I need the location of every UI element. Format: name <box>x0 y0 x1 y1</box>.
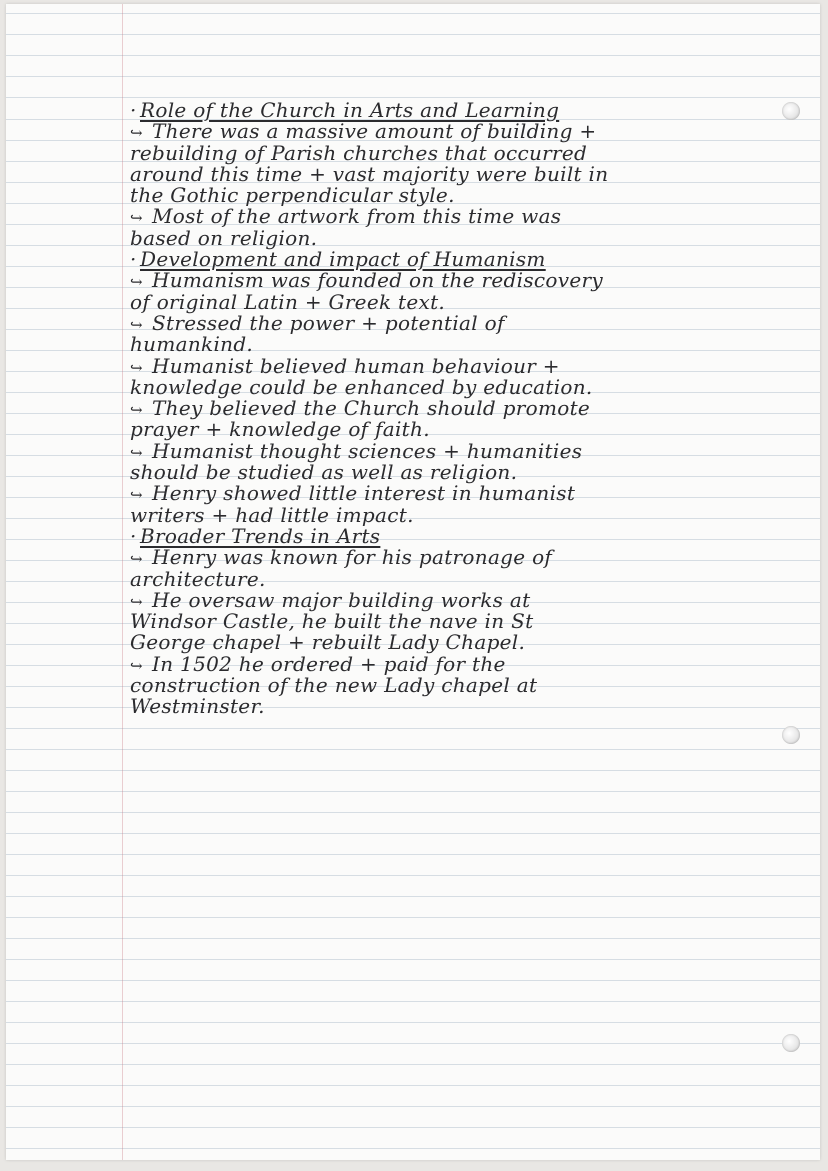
note-text: Henry showed little interest in humanist <box>152 481 576 506</box>
note-text: should be studied as well as religion. <box>130 460 518 485</box>
note-line <box>130 566 820 591</box>
note-line <box>130 502 820 527</box>
note-line <box>130 611 820 632</box>
arrow-icon: ↪ <box>130 486 143 505</box>
bullet-dot-icon: · <box>130 523 137 548</box>
arrow-icon: ↪ <box>130 358 143 377</box>
note-line <box>130 696 820 717</box>
note-line <box>130 334 820 355</box>
note-line <box>130 374 820 399</box>
note-line <box>130 225 820 250</box>
note-text: There was a massive amount of building + <box>152 119 597 144</box>
arrow-icon: ↪ <box>130 443 143 462</box>
note-heading <box>130 523 820 548</box>
note-heading <box>130 100 820 121</box>
handwritten-notes <box>130 100 820 718</box>
arrow-icon: ↪ <box>130 273 143 292</box>
note-text: Development and impact of Humanism <box>140 247 546 272</box>
note-text: prayer + knowledge of faith. <box>130 417 430 442</box>
note-line <box>130 483 820 504</box>
arrow-icon: ↪ <box>130 550 143 569</box>
note-line <box>130 675 820 696</box>
arrow-icon: ↪ <box>130 656 143 675</box>
arrow-icon: ↪ <box>130 124 143 143</box>
note-text: Humanism was founded on the rediscovery <box>152 268 603 293</box>
note-line <box>130 353 820 378</box>
note-text: around this time + vast majority were built in <box>130 161 609 186</box>
bullet-dot-icon: · <box>130 98 137 122</box>
note-line <box>130 270 820 291</box>
note-line <box>130 398 820 419</box>
note-text: George chapel + rebuilt Lady Chapel. <box>130 630 526 655</box>
punch-hole-middle <box>782 726 800 744</box>
arrow-icon: ↪ <box>130 592 143 611</box>
note-text: He oversaw major building works at <box>152 587 531 612</box>
note-text: Westminster. <box>130 694 265 719</box>
punch-hole-bottom <box>782 1034 800 1052</box>
note-heading <box>130 249 820 270</box>
note-text: knowledge could be enhanced by education. <box>130 374 593 399</box>
note-line <box>130 310 820 335</box>
arrow-icon: ↪ <box>130 209 143 228</box>
note-text: writers + had little impact. <box>130 502 414 527</box>
note-line <box>130 289 820 314</box>
note-line <box>130 651 820 676</box>
note-text: the Gothic perpendicular style. <box>130 183 455 208</box>
notebook-page <box>6 4 820 1160</box>
note-line <box>130 547 820 568</box>
note-text: Most of the artwork from this time was <box>152 204 562 229</box>
note-line <box>130 587 820 612</box>
note-line <box>130 438 820 463</box>
note-text: Henry was known for his patronage of <box>152 545 553 570</box>
note-line <box>130 161 820 186</box>
note-text: Stressed the power + potential of <box>152 310 505 335</box>
note-text: Broader Trends in Arts <box>140 523 381 548</box>
arrow-icon: ↪ <box>130 315 143 334</box>
note-line <box>130 462 820 483</box>
note-line <box>130 206 820 227</box>
note-text: Role of the Church in Arts and Learning <box>140 98 560 122</box>
note-text: humankind. <box>130 332 254 357</box>
arrow-icon: ↪ <box>130 401 143 420</box>
bullet-dot-icon: · <box>130 247 137 272</box>
note-line <box>130 185 820 206</box>
note-line <box>130 121 820 142</box>
note-line <box>130 140 820 165</box>
note-text: In 1502 he ordered + paid for the <box>152 651 506 676</box>
note-text: construction of the new Lady chapel at <box>130 673 538 698</box>
note-text: architecture. <box>130 566 266 591</box>
note-text: Humanist believed human behaviour + <box>152 353 560 378</box>
note-text: They believed the Church should promote <box>152 396 591 421</box>
note-text: Humanist thought sciences + humanities <box>152 438 583 463</box>
note-line <box>130 419 820 440</box>
note-text: rebuilding of Parish churches that occurred <box>130 140 588 165</box>
note-text: of original Latin + Greek text. <box>130 289 446 314</box>
note-text: based on religion. <box>130 225 318 250</box>
margin-line <box>122 4 123 1160</box>
note-text: Windsor Castle, he built the nave in St <box>130 609 534 634</box>
note-line <box>130 632 820 653</box>
